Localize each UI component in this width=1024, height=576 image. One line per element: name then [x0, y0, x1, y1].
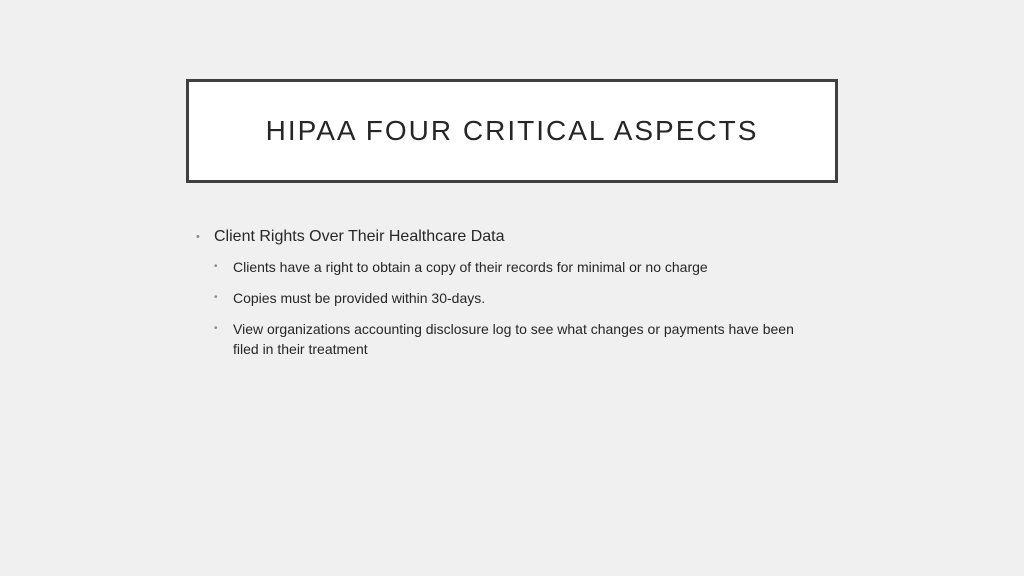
sub-bullet-list [196, 257, 836, 359]
slide-title: HIPAA FOUR CRITICAL ASPECTS [265, 115, 759, 146]
sub-bullet-item [214, 257, 836, 277]
sub-bullet-text: Copies must be provided within 30-days. [233, 290, 486, 306]
sub-bullet-text: Clients have a right to obtain a copy of their records for minimal or no charge [233, 259, 708, 275]
bullet-level-1 [196, 226, 836, 248]
title-box [186, 79, 838, 183]
sub-bullet-dot-icon: • [214, 261, 218, 272]
bullet-text: Client Rights Over Their Healthcare Data [214, 228, 505, 245]
bullet-dot-icon: • [196, 231, 200, 243]
sub-bullet-text: View organizations accounting disclosure log to see what changes or payments have been filed in their treatment [233, 321, 794, 357]
slide-content [196, 226, 836, 370]
sub-bullet-item [214, 288, 836, 308]
sub-bullet-dot-icon: • [214, 292, 218, 303]
sub-bullet-dot-icon: • [214, 323, 218, 334]
sub-bullet-item [214, 319, 836, 359]
